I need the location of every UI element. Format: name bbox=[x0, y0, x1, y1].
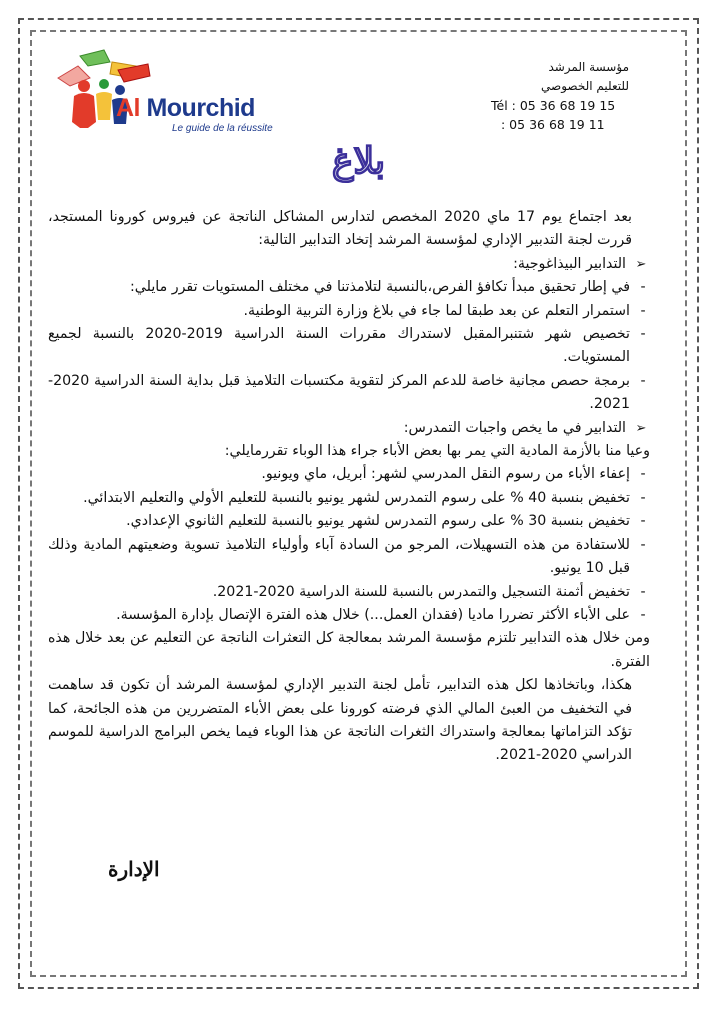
arrow-bullet-icon: ➢ bbox=[635, 256, 647, 272]
intro-paragraph: بعد اجتماع يوم 17 ماي 2020 المخصص لتدارس المشاكل الناتجة عن فيروس كورونا المستجد، قررت لجنة التدبير الإداري لمؤسسة المرشد إتخاد التدابير التالية: bbox=[48, 209, 632, 249]
org-name-line2: للتعليم الخصوصي bbox=[541, 79, 629, 93]
list-item: - تخصيص شهر شتنبرالمقبل لاستدراك مقررات السنة الدراسية 2019-2020 بالنسبة لجميع المستويات. bbox=[48, 326, 646, 366]
list-item: - تخفيض بنسبة 30 % على رسوم التمدرس لشهر يونيو بالنسبة للتعليم الثانوي الإعدادي. bbox=[126, 513, 646, 530]
announcement-body bbox=[48, 206, 650, 768]
signature-administration: الإدارة bbox=[108, 857, 160, 881]
logo-tagline: Le guide de la réussite bbox=[172, 123, 273, 134]
arrow-bullet-icon: ➢ bbox=[635, 420, 647, 436]
list-item: - استمرار التعلم عن بعد طبقا لما جاء في بلاغ وزارة التربية الوطنية. bbox=[243, 302, 646, 319]
list-item: - للاستفادة من هذه التسهيلات، المرجو من السادة آباء وأولياء التلاميذ تسوية وضعيتهم المادية وذلك قبل 10 يونيو. bbox=[48, 536, 646, 577]
al-mourchid-logo bbox=[52, 44, 322, 136]
section-heading-fees: ➢ التدابير في ما يخص واجبات التمدرس: bbox=[48, 417, 650, 440]
conclusion-paragraph: هكذا، وباتخاذها لكل هذه التدابير، تأمل لجنة التدبير الإداري لمؤسسة المرشد أن تكون قد ساهمت في التخفيف من العبئ المالي الذي فرضته كورونا على بعض الأباء المتضررين من هذه الجائحة، كما تؤكد التزاماتها بمعالجة واستدراك الثغرات الناتجة عن هذا الوباء فيما يخص البرامج الدراسية للموسم الدراسي 2020-2021. bbox=[48, 677, 632, 764]
page-title: بلاغ bbox=[332, 140, 385, 182]
phone-number-2: : 05 36 68 19 11 bbox=[501, 117, 605, 132]
list-item: - تخفيض بنسبة 40 % على رسوم التمدرس لشهر يونيو بالنسبة للتعليم الأولي والتعليم الابتدائي. bbox=[83, 489, 646, 506]
section-heading-pedagogical: ➢ التدابير البيذاغوجية: bbox=[48, 253, 650, 276]
org-name-line1: مؤسسة المرشد bbox=[548, 60, 629, 74]
logo-name: Al Mourchid bbox=[116, 94, 255, 122]
list-item: - تخفيض أثمنة التسجيل والتمدرس بالنسبة للسنة الدراسية 2020-2021. bbox=[212, 583, 646, 600]
list-item: - إعفاء الأباء من رسوم النقل المدرسي لشهر: أبريل، ماي ويونيو. bbox=[261, 466, 646, 483]
list-item: - على الأباء الأكثر تضررا ماديا (فقدان العمل...) خلال هذه الفترة الإتصال بإدارة المؤسسة. bbox=[116, 606, 646, 623]
list-item: - برمجة حصص مجانية خاصة للدعم المركز لتقوية مكتسبات التلاميذ قبل بداية السنة الدراسية 2020-2021. bbox=[48, 372, 646, 413]
header-contact-block bbox=[469, 58, 629, 134]
fees-closing-text: ومن خلال هذه التدابير تلتزم مؤسسة المرشد بمعالجة كل التعثرات الناتجة عن التعليم عن بعد خلال هذه الفترة. bbox=[48, 630, 650, 670]
list-item: - في إطار تحقيق مبدأ تكافؤ الفرص،بالنسبة لتلامذتنا في مختلف المستويات تقرر مايلي: bbox=[130, 279, 646, 296]
phone-number-1: Tél : 05 36 68 19 15 bbox=[491, 98, 616, 113]
fees-lead-text: وعيا منا بالأزمة المادية التي يمر بها بعض الأباء جراء هذا الوباء تقررمايلي: bbox=[224, 443, 650, 460]
